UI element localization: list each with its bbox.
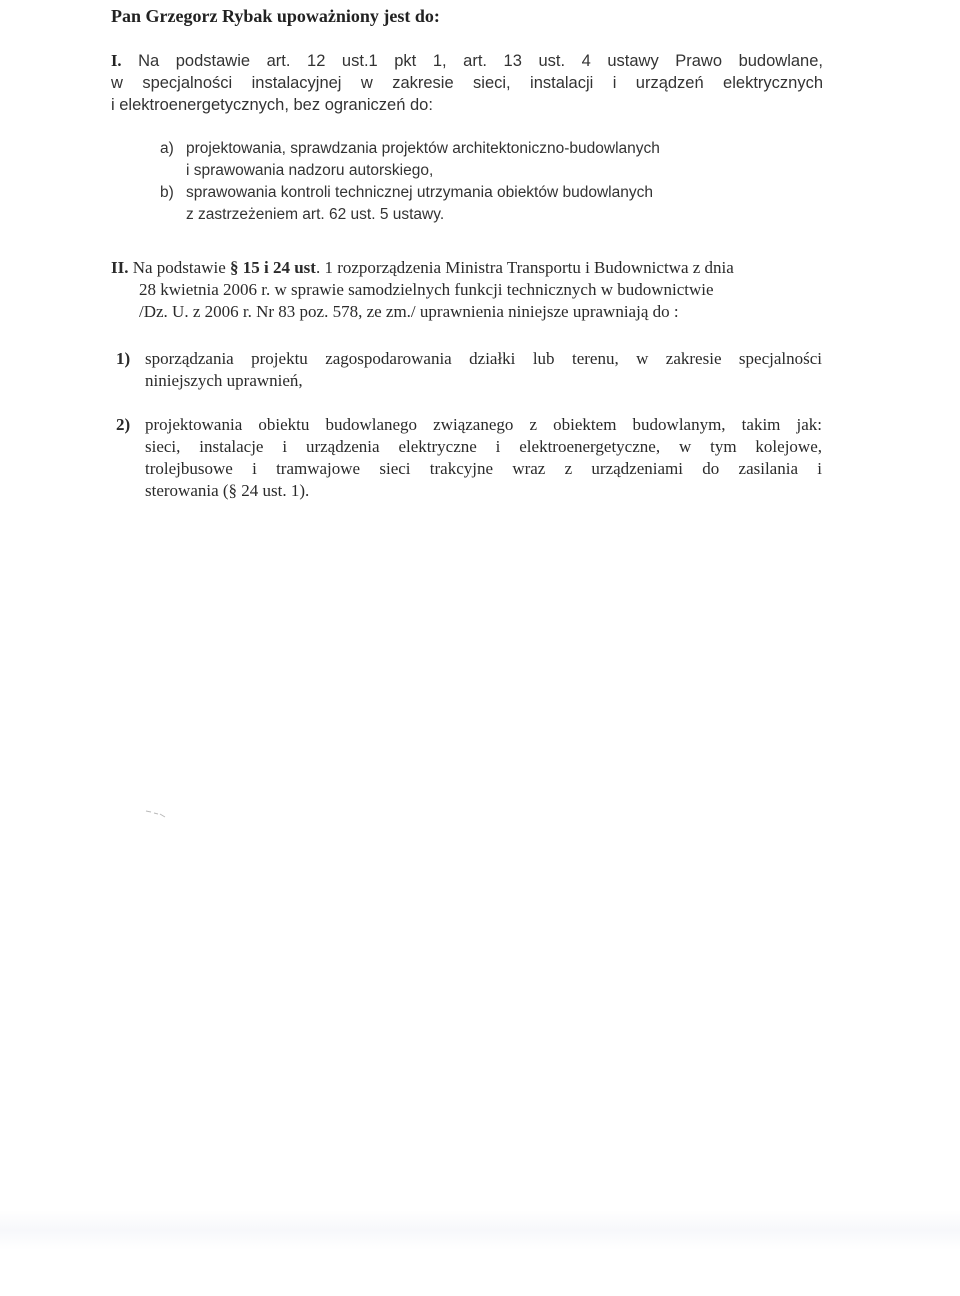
enum-item-line: sterowania (§ 24 ust. 1). bbox=[145, 481, 310, 500]
document-title: Pan Grzegorz Rybak upoważniony jest do: bbox=[111, 6, 440, 26]
enum-item-2 bbox=[116, 414, 822, 502]
section-2-lead: Na podstawie bbox=[132, 258, 226, 277]
enum-item-marker: 1) bbox=[116, 349, 131, 368]
section-1-list bbox=[160, 138, 780, 226]
list-item bbox=[160, 182, 780, 226]
section-1-intro bbox=[111, 50, 823, 116]
section-1-number: I. bbox=[111, 51, 122, 70]
section-1-line-3: i elektroenergetycznych, bez ograniczeń do: bbox=[111, 96, 433, 114]
section-2-paragraph-ref: § 15 i 24 ust bbox=[230, 258, 316, 277]
list-item-line: z zastrzeżeniem art. 62 ust. 5 ustawy. bbox=[186, 206, 445, 223]
enum-item-line: projektowania obiektu budowlanego związanego z obiektem budowlanym, takim jak: bbox=[145, 415, 822, 434]
list-item-marker: b) bbox=[160, 184, 174, 201]
section-1-line-2: w specjalności instalacyjnej w zakresie sieci, instalacji i urządzeń elektrycznych bbox=[111, 74, 823, 92]
list-item-marker: a) bbox=[160, 140, 174, 157]
enum-item-marker: 2) bbox=[116, 415, 131, 434]
section-2-line-2: 28 kwietnia 2006 r. w sprawie samodzielnych funkcji technicznych w budownictwie bbox=[139, 280, 714, 299]
enum-item-1 bbox=[116, 348, 822, 392]
scan-band bbox=[0, 1210, 960, 1250]
enum-item-line: sporządzania projektu zagospodarowania działki lub terenu, w zakresie specjalności bbox=[145, 349, 822, 368]
section-2-line-1-rest: . 1 rozporządzenia Ministra Transportu i Budownictwa z dnia bbox=[315, 258, 734, 277]
section-2-line-1 bbox=[111, 257, 823, 279]
list-item-line: projektowania, sprawdzania projektów architektoniczno-budowlanych bbox=[186, 140, 660, 157]
list-item-line: sprawowania kontroli technicznej utrzymania obiektów budowlanych bbox=[186, 184, 653, 201]
enum-item-line: trolejbusowe i tramwajowe sieci trakcyjne wraz z urządzeniami do zasilania i bbox=[145, 459, 822, 478]
enum-item-line: niniejszych uprawnień, bbox=[145, 371, 303, 390]
section-1-line-1 bbox=[111, 50, 823, 72]
enum-item-line: sieci, instalacje i urządzenia elektryczne i elektroenergetyczne, w tym kolejowe, bbox=[145, 437, 822, 456]
section-2-line-3: /Dz. U. z 2006 r. Nr 83 poz. 578, ze zm./ uprawnienia niniejsze uprawniają do : bbox=[139, 302, 679, 321]
list-item bbox=[160, 138, 780, 182]
scan-smudge bbox=[145, 808, 167, 818]
section-2 bbox=[111, 257, 823, 323]
section-2-number: II. bbox=[111, 258, 129, 277]
section-1-line-1-text: Na podstawie art. 12 ust.1 pkt 1, art. 13 ust. 4 ustawy Prawo budowlane, bbox=[138, 52, 823, 70]
list-item-line: i sprawowania nadzoru autorskiego, bbox=[186, 162, 434, 179]
